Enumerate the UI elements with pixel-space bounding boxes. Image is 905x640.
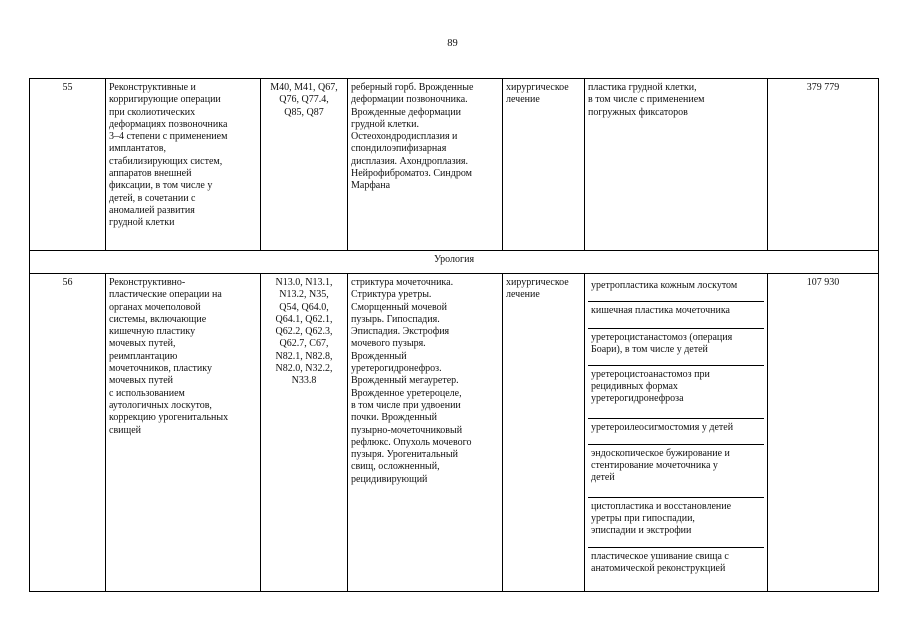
methods-list — [588, 277, 764, 589]
treatment-type: хирургическое лечение — [503, 274, 585, 592]
method-item: пластическое ушивание свища с анатомической реконструкцией — [591, 550, 729, 574]
service-name: Реконструктивные и корригирующие операции при сколиотических деформациях позвоночника 3–4 степени с применением имплантатов, стабилизирующих систем, аппаратов внешней фиксации, в том числе у детей, в сочетании с аномалией развития грудной клетки — [106, 79, 261, 251]
method-item: уретероцистанастомоз (операция Боари), в том числе у детей — [588, 328, 764, 365]
services-table — [29, 78, 879, 592]
method-item: цистопластика и восстановление уретры при гипоспадии, эписпадии и экстрофии — [588, 497, 764, 547]
method-item: уретероцистоанастомоз при рецидивных формах уретерогидронефроза — [588, 365, 764, 418]
price: 379 779 — [768, 79, 879, 251]
treatment-methods — [585, 274, 768, 592]
method-item: уретропластика кожным лоскутом — [588, 277, 764, 301]
section-row — [30, 251, 879, 274]
page-number: 89 — [447, 38, 458, 49]
table-row-56 — [30, 274, 879, 592]
price: 107 930 — [768, 274, 879, 592]
icd-codes: M40, M41, Q67, Q76, Q77.4, Q85, Q87 — [261, 79, 348, 251]
row-number: 55 — [30, 79, 106, 251]
treatment-type: хирургическое лечение — [503, 79, 585, 251]
method-item: кишечная пластика мочеточника — [588, 301, 764, 328]
method-item: уретероилеосигмостомия у детей — [588, 418, 764, 444]
diagnosis: реберный горб. Врожденные деформации позвоночника. Врожденные деформации грудной клетки. Остеохондродисплазия и спондилоэпифизарная дисплазия. Ахондроплазия. Нейрофиброматоз. Синдром Марфана — [348, 79, 503, 251]
icd-codes: N13.0, N13.1, N13.2, N35, Q54, Q64.0, Q64.1, Q62.1, Q62.2, Q62.3, Q62.7, C67, N82.1, N82.8, N82.0, N32.2, N33.8 — [261, 274, 348, 592]
section-title: Урология — [30, 251, 879, 274]
service-name: Реконструктивно- пластические операции на органах мочеполовой системы, включающие кишечную пластику мочевых путей, реимплантацию мочеточников, пластику мочевых путей с использованием аутологичных лоскутов, коррекцию урогенитальных свищей — [106, 274, 261, 592]
diagnosis: стриктура мочеточника. Стриктура уретры. Сморщенный мочевой пузырь. Гипоспадия. Эписпадия. Экстрофия мочевого пузыря. Врожденный уретерогидронефроз. Врожденный мегауретер. Врожденное уретероцеле, в том числе при удвоении почки. Врожденный пузырно-мочеточниковый рефлюкс. Опухоль мочевого пузыря. Урогенитальный свищ, осложненный, рецидивирующий — [348, 274, 503, 592]
treatment-method: пластика грудной клетки, в том числе с применением погружных фиксаторов — [585, 79, 768, 251]
table-row-55 — [30, 79, 879, 251]
method-item: эндоскопическое бужирование и стентирование мочеточника у детей — [588, 444, 764, 497]
row-number: 56 — [30, 274, 106, 592]
